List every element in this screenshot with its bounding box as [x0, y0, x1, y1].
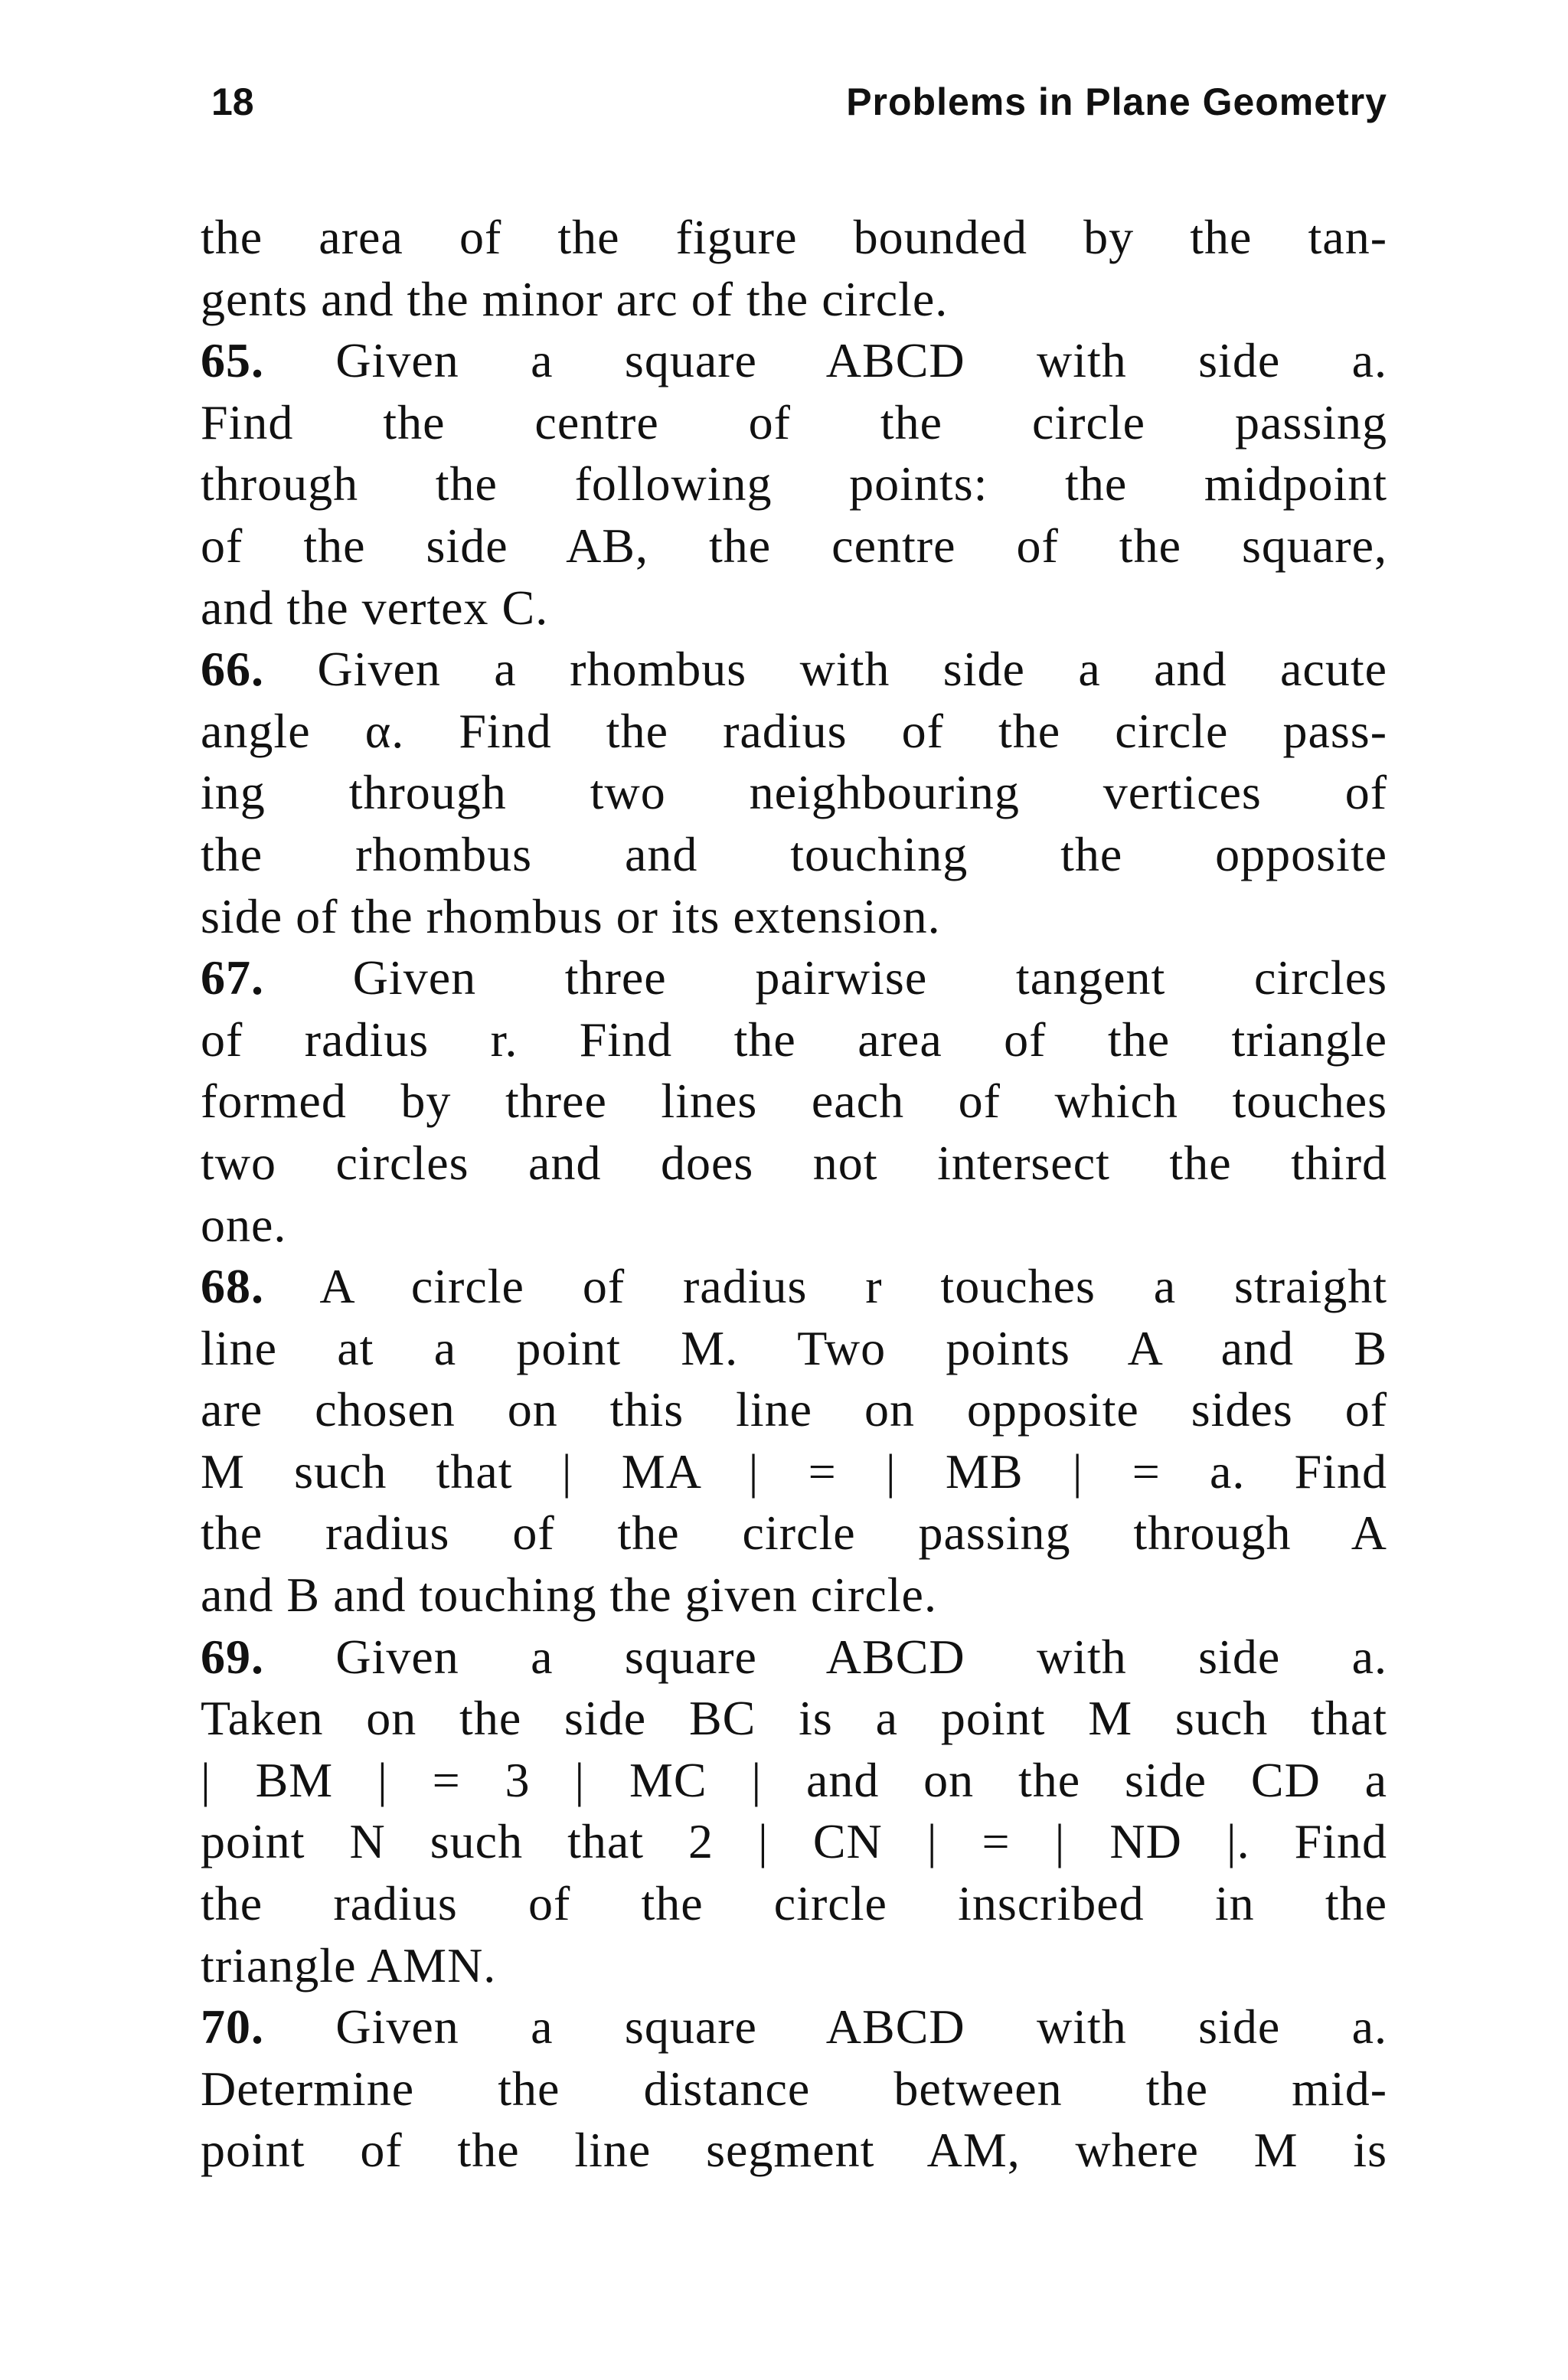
problem-number: 69.	[201, 1629, 264, 1684]
line-text: the rhombus and touching the opposite	[201, 826, 1387, 881]
line-text: of the side AB, the centre of the square,	[201, 518, 1387, 573]
text-line	[201, 392, 1387, 454]
line-text: Taken on the side BC is a point M such that	[201, 1691, 1387, 1746]
problem-number: 68.	[201, 1259, 264, 1314]
text-line	[201, 1195, 1387, 1257]
text-line	[201, 1935, 1387, 1997]
text-line	[201, 207, 1387, 269]
line-text: Given three pairwise tangent circles	[352, 950, 1388, 1005]
text-line	[201, 1133, 1387, 1195]
line-text: and the vertex C.	[201, 580, 549, 635]
line-text: the radius of the circle passing through A	[201, 1505, 1387, 1561]
line-text: are chosen on this line on opposite sides of	[201, 1382, 1387, 1437]
line-text: Given a square ABCD with side a.	[335, 1629, 1388, 1684]
text-line	[201, 639, 1387, 701]
line-text: side of the rhombus or its extension.	[201, 888, 941, 943]
line-text: Determine the distance between the mid-	[201, 2061, 1387, 2116]
line-text: through the following points: the midpoint	[201, 456, 1387, 512]
line-text: one.	[201, 1197, 287, 1252]
text-line	[201, 269, 1387, 331]
line-text: A circle of radius r touches a straight	[319, 1259, 1388, 1314]
text-line	[201, 577, 1387, 639]
line-text: Find the centre of the circle passing	[201, 394, 1387, 450]
text-line	[201, 515, 1387, 577]
text-line	[201, 701, 1387, 763]
text-line	[201, 1502, 1387, 1564]
text-line	[201, 1379, 1387, 1441]
text-line	[201, 1318, 1387, 1380]
line-text: Given a square ABCD with side a.	[335, 1999, 1388, 2055]
text-line	[201, 1256, 1387, 1318]
text-line	[201, 947, 1387, 1009]
line-text: of radius r. Find the area of the triangle	[201, 1012, 1387, 1067]
text-line	[201, 1750, 1387, 1812]
text-line	[201, 330, 1387, 392]
line-text: point N such that 2 | CN | = | ND |. Find	[201, 1814, 1387, 1869]
line-text: ing through two neighbouring vertices of	[201, 765, 1387, 820]
text-line	[201, 1996, 1387, 2058]
text-line	[201, 1009, 1387, 1071]
running-title: Problems in Plane Geometry	[846, 80, 1387, 123]
line-text: the area of the figure bounded by the tan-	[201, 210, 1387, 264]
text-line	[201, 1688, 1387, 1750]
text-line	[201, 886, 1387, 948]
text-line	[201, 1811, 1387, 1873]
text-line	[201, 824, 1387, 886]
line-text: two circles and does not intersect the third	[201, 1135, 1387, 1190]
text-line	[201, 762, 1387, 824]
book-page	[201, 69, 1387, 2336]
problem-number: 66.	[201, 642, 264, 697]
line-text: line at a point M. Two points A and B	[201, 1320, 1387, 1375]
line-text: triangle AMN.	[201, 1937, 497, 1993]
text-line	[201, 1873, 1387, 1935]
line-text: point of the line segment AM, where M is	[201, 2123, 1387, 2178]
line-text: and B and touching the given circle.	[201, 1568, 937, 1623]
line-text: Given a rhombus with side a and acute	[317, 642, 1387, 697]
text-line	[201, 2120, 1387, 2182]
line-text: | BM | = 3 | MC | and on the side CD a	[201, 1752, 1387, 1807]
text-line	[201, 2058, 1387, 2120]
page-number: 18	[211, 80, 254, 123]
body-text	[201, 207, 1387, 2182]
line-text: angle α. Find the radius of the circle pass-	[201, 703, 1387, 758]
running-head	[201, 69, 1387, 138]
problem-number: 65.	[201, 333, 264, 388]
text-line	[201, 1626, 1387, 1689]
line-text: M such that | MA | = | MB | = a. Find	[201, 1443, 1387, 1499]
problem-number: 67.	[201, 950, 264, 1005]
line-text: formed by three lines each of which touches	[201, 1074, 1387, 1129]
problem-number: 70.	[201, 1999, 264, 2055]
text-line	[201, 453, 1387, 515]
text-line	[201, 1071, 1387, 1133]
line-text: the radius of the circle inscribed in the	[201, 1876, 1387, 1931]
line-text: Given a square ABCD with side a.	[335, 333, 1388, 388]
text-line	[201, 1564, 1387, 1626]
text-line	[201, 1441, 1387, 1503]
line-text: gents and the minor arc of the circle.	[201, 271, 949, 326]
